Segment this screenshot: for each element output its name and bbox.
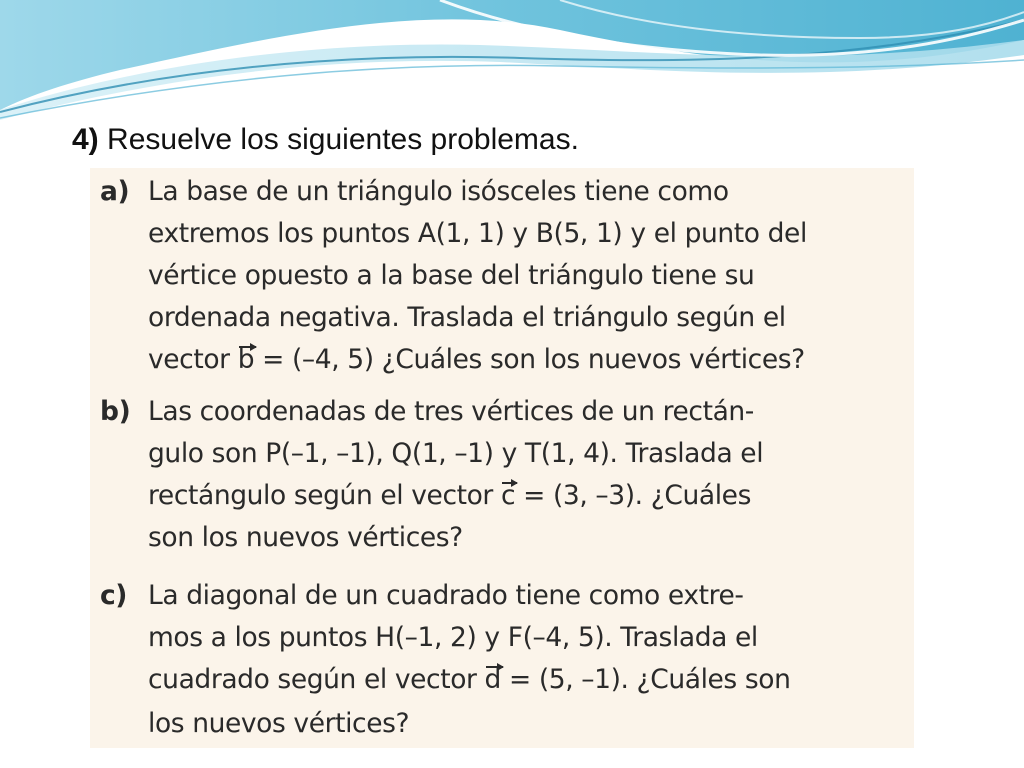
problem-line: extremos los puntos A(1, 1) y B(5, 1) y el punto del — [148, 218, 807, 249]
problem-line: ordenada negativa. Traslada el triángulo según el — [148, 302, 786, 333]
problem-vector-line — [148, 480, 751, 511]
problem-line: gulo son P(–1, –1), Q(1, –1) y T(1, 4). Traslada el — [148, 438, 764, 469]
problem-line: son los nuevos vértices? — [148, 522, 463, 553]
problem-letter: a) — [100, 176, 130, 207]
vector-line-after: = (3, –3). ¿Cuáles — [515, 480, 751, 511]
problem-line: vértice opuesto a la base del triángulo tiene su — [148, 260, 755, 291]
problem-line: La base de un triángulo isósceles tiene como — [148, 176, 729, 207]
problem-line: Las coordenadas de tres vértices de un rectán- — [148, 396, 754, 427]
vector-line-before: vector — [148, 344, 238, 375]
problem-vector-line — [148, 664, 790, 695]
vector-b: b — [237, 344, 255, 375]
problems-panel — [90, 168, 914, 748]
decorative-wave-banner — [0, 0, 1024, 130]
vector-line-after: = (5, –1). ¿Cuáles son — [500, 664, 791, 695]
problem-letter: c) — [100, 580, 128, 611]
problem-set-number: 4) — [72, 123, 99, 156]
problem-line: los nuevos vértices? — [148, 708, 410, 739]
problem-line: mos a los puntos H(–1, 2) y F(–4, 5). Traslada el — [148, 622, 758, 653]
vector-line-before: cuadrado según el vector — [148, 664, 485, 695]
problem-line: La diagonal de un cuadrado tiene como extre- — [148, 580, 744, 611]
vector-line-before: rectángulo según el vector — [148, 480, 501, 511]
page-title-text: Resuelve los siguientes problemas. — [107, 123, 579, 156]
vector-c: c — [500, 480, 516, 511]
vector-line-after: = (–4, 5) ¿Cuáles son los nuevos vértices? — [254, 344, 805, 375]
page-title — [72, 120, 579, 160]
problem-vector-line — [148, 344, 805, 375]
vector-d: d — [484, 664, 501, 695]
problem-letter: b) — [100, 396, 131, 427]
